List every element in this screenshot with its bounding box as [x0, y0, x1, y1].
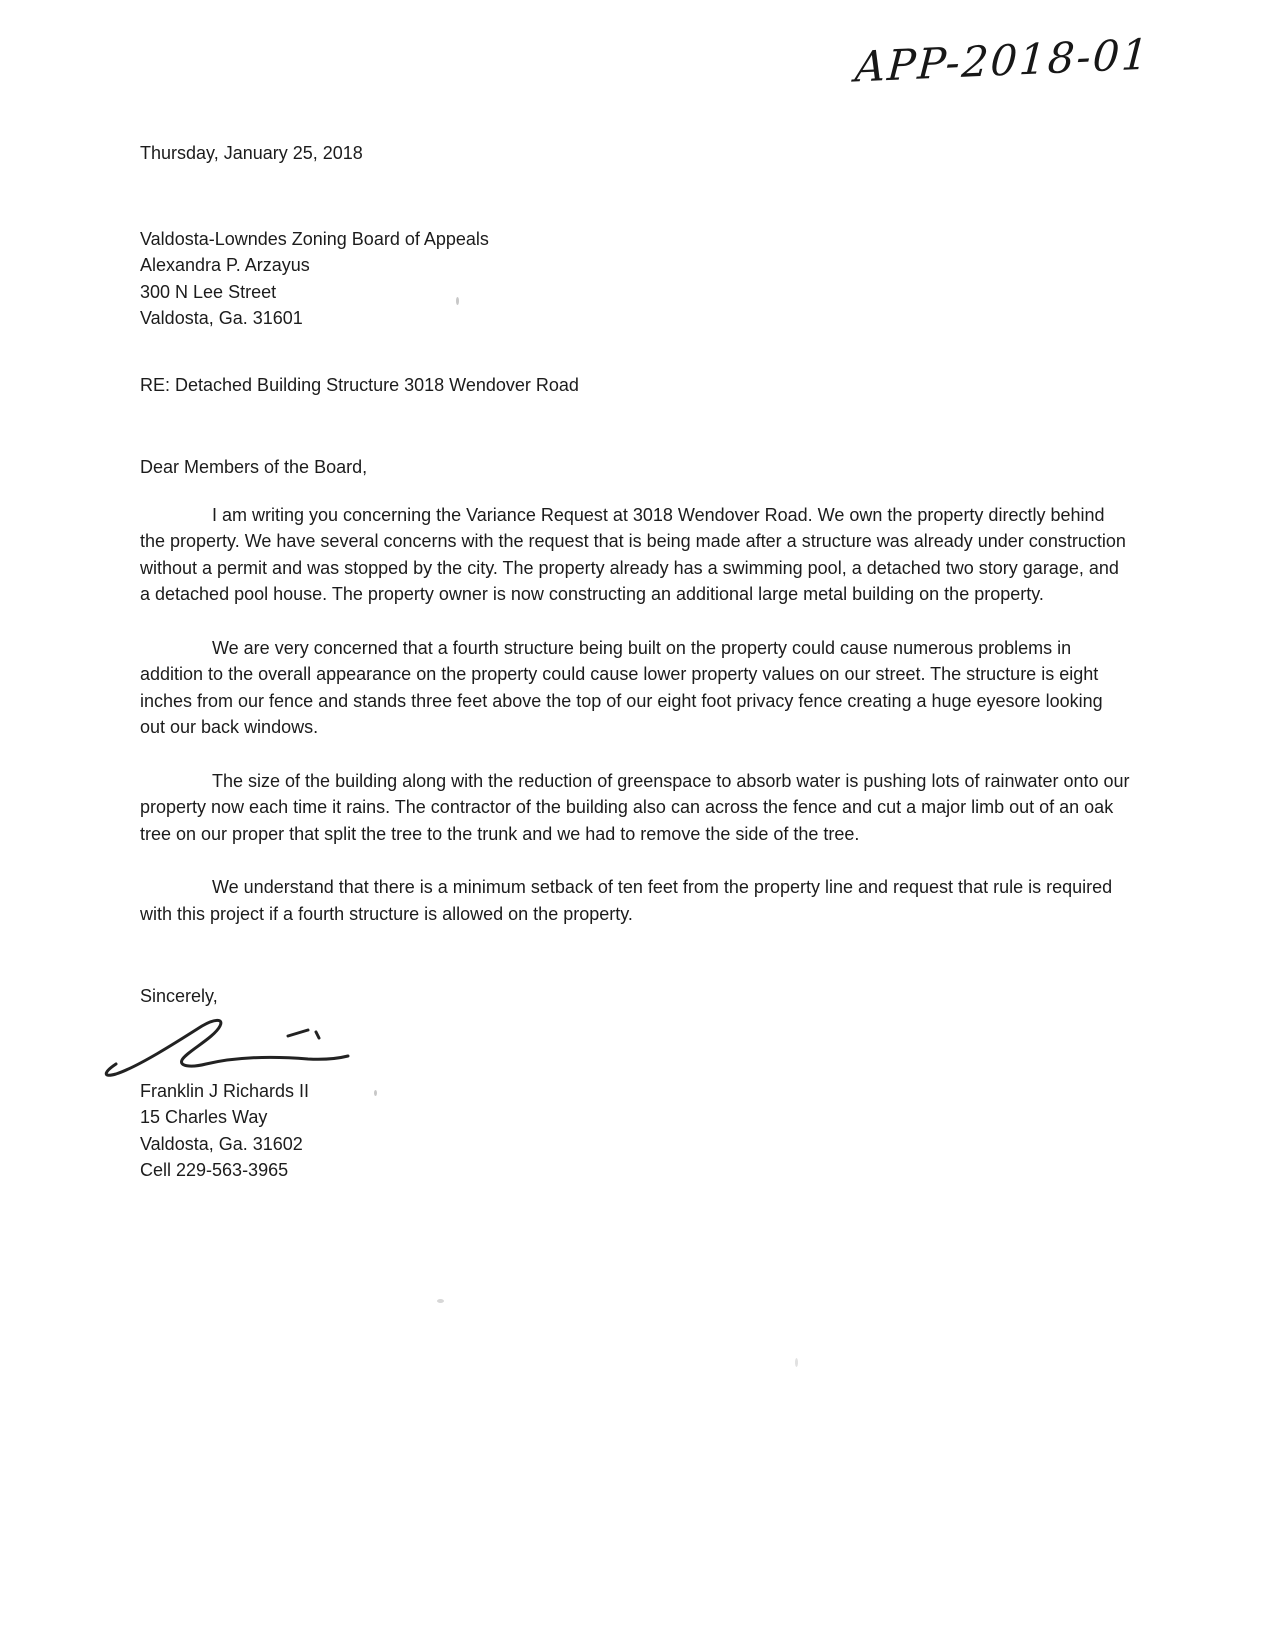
signature-icon [102, 1014, 392, 1078]
handwritten-signature [102, 1014, 1130, 1078]
sender-city: Valdosta, Ga. 31602 [140, 1133, 303, 1154]
sender-name: Franklin J Richards II [140, 1080, 310, 1101]
subject-line: RE: Detached Building Structure 3018 Wendover Road [140, 374, 579, 395]
salutation: Dear Members of the Board, [140, 457, 368, 477]
handwritten-case-number: APP-2018-01 [853, 29, 1152, 92]
recipient-address-block [140, 226, 1130, 332]
body-paragraph-1: I am writing you concerning the Variance Request at 3018 Wendover Road. We own the property directly behind the property. We have several concerns with the request that is being made after a structure was already under construction without a permit and was stopped by the city. The property already has a swimming pool, a detached two story garage, and a detached pool house. The property owner is now constructing an additional large metal building on the property. [140, 504, 1126, 604]
scan-artifact [456, 297, 459, 305]
body-paragraph-3: The size of the building along with the reduction of greenspace to absorb water is pushing lots of rainwater onto our property now each time it rains. The contractor of the building also can across the fence and cut a major limb out of an oak tree on our proper that split the tree to the trunk and we had to remove the side of the tree. [140, 770, 1130, 844]
scan-artifact [374, 1090, 377, 1096]
letter-date: Thursday, January 25, 2018 [140, 143, 363, 163]
closing: Sincerely, [140, 986, 218, 1006]
recipient-organization: Valdosta-Lowndes Zoning Board of Appeals [140, 228, 489, 249]
sender-phone: Cell 229-563-3965 [140, 1160, 289, 1180]
sender-street: 15 Charles Way [140, 1107, 268, 1127]
body-paragraph-2: We are very concerned that a fourth structure being built on the property could cause numerous problems in addition to the overall appearance on the property could cause lower property values on our street. The structure is eight inches from our fence and stands three feet above the top of our eight foot privacy fence creating a huge eyesore looking out our back windows. [140, 637, 1103, 737]
scan-artifact [795, 1358, 798, 1367]
sender-block [140, 1078, 1130, 1184]
body-paragraph-4: We understand that there is a minimum setback of ten feet from the property line and request that rule is required with this project if a fourth structure is allowed on the property. [140, 877, 1113, 924]
recipient-name: Alexandra P. Arzayus [140, 255, 310, 275]
recipient-street: 300 N Lee Street [140, 281, 277, 302]
recipient-city: Valdosta, Ga. 31601 [140, 308, 303, 328]
scan-artifact [437, 1299, 444, 1303]
